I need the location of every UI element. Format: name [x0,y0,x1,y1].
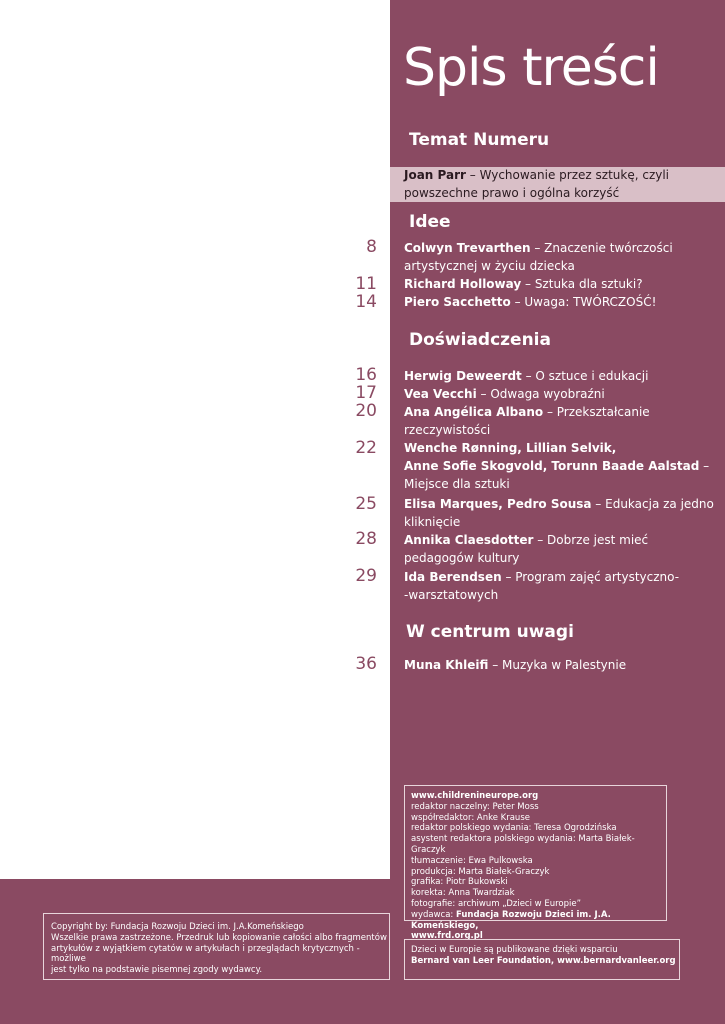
page-number: 16 [355,365,377,385]
copyright-line: Copyright by: Fundacja Rozwoju Dzieci im. J.A.Komeńskiego [51,922,304,932]
entry-author: Ida Berendsen [404,570,502,584]
featured-line2: powszechne prawo i ogólna korzyść [404,186,620,200]
entry-title: – O sztuce i edukacji [521,369,649,383]
support-box [404,939,680,980]
publisher-url[interactable]: www.frd.org.pl [411,931,483,942]
page-number: 25 [355,494,377,514]
entry-title-cont: kliknięcie [404,515,461,529]
page-number: 36 [355,654,377,674]
editorial-box [404,785,667,942]
toc-entry[interactable] [404,275,704,293]
toc-entry[interactable] [404,439,714,493]
entry-title-cont: Miejsce dla sztuki [404,477,510,491]
entry-title: – Dobrze jest mieć [533,533,649,547]
section-heading-doswiadczenia: Doświadczenia [409,330,551,350]
entry-title-cont: rzeczywistości [404,423,491,437]
editorial-line: fotografie: archiwum „Dzieci w Europie” [411,898,581,909]
publisher-prefix: wydawca: [411,909,456,920]
page-number: 14 [355,292,377,312]
featured-entry[interactable] [404,166,704,202]
entry-title: – Edukacja za jedno [591,497,714,511]
copyright-line: Wszelkie prawa zastrzeżone. Przedruk lub kopiowanie całości albo fragmentów [51,932,387,943]
editorial-line: redaktor naczelny: Peter Moss [411,801,539,812]
support-sponsor[interactable]: Bernard van Leer Foundation, www.bernardvanleer.org [411,955,676,966]
toc-entry[interactable] [404,293,704,311]
page-number: 11 [355,274,377,294]
page-number: 29 [355,566,377,586]
entry-title: – Przekształcanie [543,405,650,419]
toc-entry[interactable] [404,367,704,385]
entry-title: – Muzyka w Palestynie [488,658,627,672]
entry-author: Annika Claesdotter [404,533,534,547]
editorial-line: grafika: Piotr Bukowski [411,877,508,888]
toc-entry[interactable] [404,239,704,275]
entry-author: Wenche Rønning, Lillian Selvik, [404,441,617,455]
entry-title-cont: pedagogów kultury [404,551,520,565]
entry-author: Richard Holloway [404,277,522,291]
page-number: 17 [355,383,377,403]
entry-author: Muna Khleifi [404,658,489,672]
support-line: Dzieci w Europie są publikowane dzięki wsparciu [411,945,618,955]
entry-author: Elisa Marques, Pedro Sousa [404,497,592,511]
toc-entry[interactable] [404,385,704,403]
page-number: 20 [355,401,377,421]
featured-author: Joan Parr [404,168,466,182]
editorial-line: produkcja: Marta Białek-Graczyk [411,866,550,877]
section-heading-idee: Idee [409,212,451,232]
copyright-line: jest tylko na podstawie pisemnej zgody wydawcy. [51,965,263,976]
editorial-line: współredaktor: Anke Krause [411,812,530,823]
entry-title-cont: -warsztatowych [404,588,499,602]
page-number: 22 [355,438,377,458]
copyright-line: artykułów z wyjątkiem cytatów w artykułach i przeglądach krytycznych - możliwe [51,943,360,965]
entry-author: Vea Vecchi [404,387,477,401]
toc-entry[interactable] [404,656,704,674]
entry-title: – Uwaga: TWÓRCZOŚĆ! [510,295,657,309]
entry-author: Piero Sacchetto [404,295,511,309]
editorial-line: redaktor polskiego wydania: Teresa Ogrodzińska [411,823,617,834]
entry-author-cont: Anne Sofie Skogvold, Torunn Baade Aalstad [404,459,700,473]
entry-author: Ana Angélica Albano [404,405,544,419]
entry-author: Colwyn Trevarthen [404,241,531,255]
featured-line1: – Wychowanie przez sztukę, czyli [465,168,670,182]
page-title: Spis treści [403,38,659,98]
copyright-box [43,913,390,980]
entry-title: – Program zajęć artystyczno- [501,570,680,584]
section-heading-centrum: W centrum uwagi [406,622,574,642]
entry-title: – [699,459,710,473]
editorial-line: korekta: Anna Twardziak [411,888,515,899]
toc-entry[interactable] [404,403,704,439]
entry-title: – Sztuka dla sztuki? [521,277,643,291]
entry-author: Herwig Deweerdt [404,369,522,383]
editorial-line: asystent redaktora polskiego wydania: Marta Białek-Graczyk [411,834,635,855]
publisher-name: Fundacja Rozwoju Dzieci im. J.A. Komeńskiego, [411,909,611,931]
entry-title: – Odwaga wyobraźni [476,387,605,401]
toc-entry[interactable] [404,495,714,531]
page-number: 28 [355,529,377,549]
toc-entry[interactable] [404,568,714,604]
entry-title: – Znaczenie twórczości [530,241,673,255]
entry-title-cont: artystycznej w życiu dziecka [404,259,575,273]
editorial-url[interactable]: www.childrenineurope.org [411,791,539,801]
page-number: 8 [366,237,377,257]
toc-entry[interactable] [404,531,704,567]
section-heading-temat: Temat Numeru [409,130,550,150]
editorial-line: tłumaczenie: Ewa Pulkowska [411,855,533,866]
